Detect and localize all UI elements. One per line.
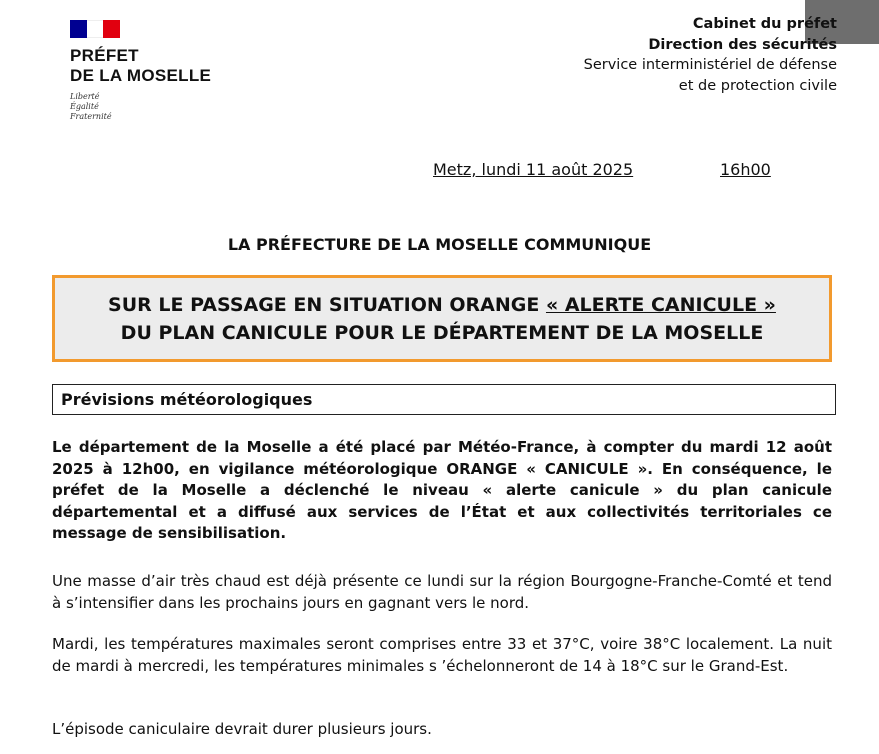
french-flag-icon [70, 20, 120, 38]
logo-motto: Liberté Égalité Fraternité [70, 92, 112, 121]
sender-block [584, 14, 837, 96]
alert-line-2: DU PLAN CANICULE POUR LE DÉPARTEMENT DE LA MOSELLE [120, 321, 764, 344]
sender-service-cont: et de protection civile [678, 77, 837, 94]
date-place: Metz, lundi 11 août 2025 [433, 160, 634, 179]
paragraph-temperatures: Mardi, les températures maximales seront comprises entre 33 et 37°C, voire 38°C localement. La nuit de mardi à mercredi, les températures minimales s ’échelonneront de 14 à 18°C sur le Grand-Est. [52, 635, 832, 675]
sender-service: Service interministériel de défense [583, 57, 837, 73]
alert-emphasis: « ALERTE CANICULE » [545, 293, 776, 316]
sender-cabinet: Cabinet du préfet [692, 16, 837, 32]
section-title: Prévisions météorologiques [52, 384, 836, 415]
alert-line-1-prefix: SUR LE PASSAGE EN SITUATION ORANGE [108, 293, 546, 316]
communique-heading: LA PRÉFECTURE DE LA MOSELLE COMMUNIQUE [227, 235, 652, 254]
sender-direction: Direction des sécurités [648, 36, 837, 53]
paragraph-duration: L’épisode caniculaire devrait durer plusieurs jours. [52, 720, 432, 738]
paragraph-air-mass: Une masse d’air très chaud est déjà présente ce lundi sur la région Bourgogne-Franche-Comté et tend à s’intensifier dans les prochains jours en gagnant vers le nord. [52, 572, 832, 612]
paragraph-vigilance: Le département de la Moselle a été placé par Météo-France, à compter du mardi 12 août 2025 à 12h00, en vigilance météorologique ORANGE « CANICULE ». En conséquence, le préfet de la Moselle a déclenché le niveau « alerte canicule » du plan canicule départemental et a diffusé aux services de l’État et aux collectivités territoriales ce message de sensibilisation. [52, 438, 832, 542]
alert-box [52, 275, 832, 362]
dateline [433, 159, 771, 181]
alert-line-1 [108, 291, 776, 319]
logo-title: PRÉFET DE LA MOSELLE [70, 46, 212, 85]
prefecture-logo [70, 20, 211, 122]
date-time: 16h00 [720, 160, 771, 179]
